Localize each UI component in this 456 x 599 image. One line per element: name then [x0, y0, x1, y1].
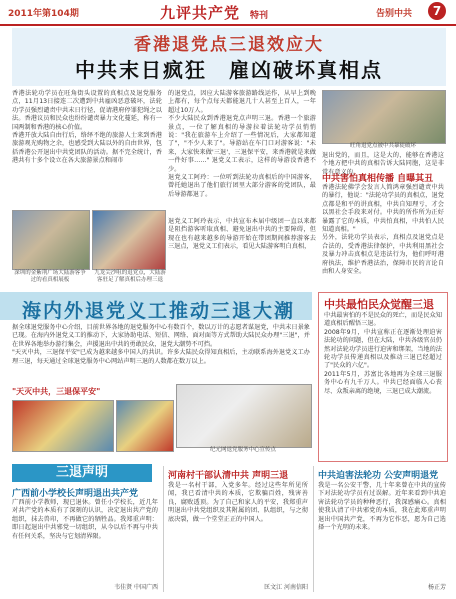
column-divider	[163, 466, 164, 592]
photo-service-center	[176, 384, 312, 448]
right-top-paragraph: 退出党的，而且，这是大的，能够在香港这个地方把中共的真相告诉大陆同胞，这是非常有意义的。	[322, 152, 444, 176]
right-top-body: 香港法轮佛学会发言人简鸿章强烈谴责中共的暴行，他说："法轮功学员的真相点，退党点都是和平的讲真相，中共自知理亏，才会以黑社会手段来对付。中共的所作所为正好暴露了它的本质，中共怕真相，中共怕人民知道真相。" 另外，法轮功学员表示，真相点及退党点是合法的，受香港法律保护，中共利用黑社会及暴力冲击真相点是违法行为，他们呼吁港府执法，维护香港法治，保障市民的言论自由和人身安全。	[322, 184, 444, 276]
issue-number: 2011年第104期	[8, 9, 79, 19]
sidebar-box-body: 中共最害怕的不是民众的死亡，而是民众知道真相后醒悟三退。 2008年9月，中共宣称正在逐渐处理迫害法轮功的问题，但在大陆，中共各级官员仍然对法轮功学员进行迫害和绑架，当地的法轮功学员传递真相以及推动三退已经超过了"民众的六亿"。 2011年5月，苏富比各地再为全球三退服务中心有九千万人。中共已经面临人心丧尽、众叛亲离的绝境，三退已成大潮流。	[324, 312, 442, 395]
photo-rally-1	[12, 400, 114, 452]
section-name: 告别中共	[376, 9, 413, 19]
lead-column-1: 香港法轮功学员在旺角街头设置的真相点及退党服务点，11月13日接连二次遭到中共雇凶恶意破坏，法轮功学员强烈谴责中共末日行径，促请港府停罪犯绳之以法。香港议员和民众也纷纷谴责暴力文化蔓延，称有一国两制和香港的核心价值。 香港开放大陆自由行后，络绎不绝的旅游人士来到香港旅游观光购物之余，也感受到大陆以外的自由世界，包括香港公开退出中共党团队的活动。据不完全统计，香港共有十多个设立在各大旅游景点和闹市	[12, 90, 162, 165]
photo-caption-1: 深圳的金紫荆广场大陆游客争过的看真相展板	[14, 270, 86, 283]
right-top-subtitle: 中共害怕真相传播 自曝其丑	[322, 174, 434, 184]
statement-right-body: 我是一名公安干警，几十年来曾在中共的宣传下对法轮功学员有过误解。近年来看到中共迫害法轮功学员的种种恶行，我深感痛心。真相使我认清了中共邪党的本质，我在此郑重声明退出中国共产党，不再为它作恶，愿为自己选择一个光明的未来。	[318, 482, 446, 532]
mid-body: 据全球退党服务中心介绍，目前世界各地的退党服务中心有数百个，数以万计的志愿者谋退党，中共末日景象已现。在海内外退党义工的推动下，大家协助电话、短信、网络、面对面等方式帮助大陆民众办理"三退"，并在世界各地举办游行集会，声援退出中共的勇敢民众，退党大潮势不可挡。 "天灭中共，三退保平安"已成为越来越多中国人的共识。许多大陆民众得知真相后，主动联系海外退党义工办理三退，每天通过全球退党服务中心网站声明三退的人数都在数万以上。	[12, 324, 310, 365]
statement-right-title: 中共迫害法轮功 公安声明退党	[318, 471, 439, 481]
photo-quit-party-station	[92, 210, 166, 270]
statement-mid-body: 我是一名村干部，入党多年。经过这些年所见所闻，我已看清中共的本质，它欺骗百姓，残害善良，腐败透顶。为了自己和家人的平安，我郑重声明退出中共党组织及其附属的团、队组织，与之彻底决裂，做一个堂堂正正的中国人。	[168, 482, 308, 523]
column-divider	[313, 466, 314, 592]
statement-mid-title: 河南村干部认清中共 声明三退	[168, 471, 289, 481]
photo-tourists-display-boards	[12, 210, 90, 270]
statement-right-signature: 杨正芳	[427, 584, 446, 591]
mid-photo-caption: 纪元网退党服务中心宣传点	[209, 447, 276, 453]
statements-section-tab: 三退声明	[12, 464, 152, 482]
statement-left-title: 广西前小学校长声明退出共产党	[12, 489, 139, 499]
mid-quote: "天灭中共，三退保平安"	[12, 387, 101, 396]
mid-banner-title: 海内外退党义工推动三退大潮	[22, 300, 296, 322]
page-header	[0, 0, 456, 24]
statement-mid-signature: 匡文江 河南信阳	[264, 584, 308, 591]
statement-left-body: 广西前小学教师，现已退休。曾任小学校长，近几年对共产党的本质有了深刻的认识，决定退出共产党的组织，抹去兽印，不再做它的牺牲品。我郑重声明：即日起退出中共邪党一切组织，从今以后不再与中共有任何关系，坚决与它划清界限。	[12, 499, 158, 540]
photo-caption-2: 九龙尖沙咀的退党点，大陆游客驻足了解真相后办理三退	[94, 270, 166, 283]
lead-column-2: 的退党点，因应大陆游客旅游路线运作，从早上到晚上都有，每个点每天都能退几十人甚至上百人，一年超过10万人。 不少大陆民众到香港退党点声明三退。香港一个旅游景点，一位了解真相的导游拉着法轮功学员悄悄说："我在旅游车上介绍了一些情况后，大家都知道了"，"不少人来了"。导游站在车门口对游客说："未来，大家快来做'三退'，三退保平安，来香港就是来做一件好事……" 退党义工表示，这样的导游没香港不少。 退党义工阿玲：一位听到法轮功真相后的中国游客，曾托她退出了他们旅行团里大部分游客的党团队，最后导游都退了。	[168, 90, 316, 198]
statement-left-signature: 韦佳贤 中国广西	[114, 584, 158, 591]
lead-kicker: 香港退党点三退效应大	[134, 35, 324, 55]
photo-destroyed-booth	[322, 90, 446, 144]
sidebar-box-title: 中共最怕民众觉醒三退	[324, 298, 434, 311]
publication-subtitle: 特刊	[250, 11, 269, 21]
lead-column-2b: 退党义工阿玲表示，中共宣布本届中级团一直以来都是阻挡游客听取真相、避免退出中共的主要障碍，但现在也有越来越多的导游开始在带团期间推荐游客去三退点，退党义工们表示，看见大陆游客明白真相，	[168, 218, 316, 251]
lead-headline: 中共末日疯狂 雇凶破坏真相点	[75, 58, 383, 82]
photo-rally-2	[116, 400, 174, 452]
publication-title: 九评共产党	[160, 4, 241, 22]
header-rule	[0, 24, 456, 26]
page-number-badge: 7	[428, 2, 446, 20]
photo-caption-3: 旺角退党点被中共暴徒破坏	[349, 143, 416, 149]
